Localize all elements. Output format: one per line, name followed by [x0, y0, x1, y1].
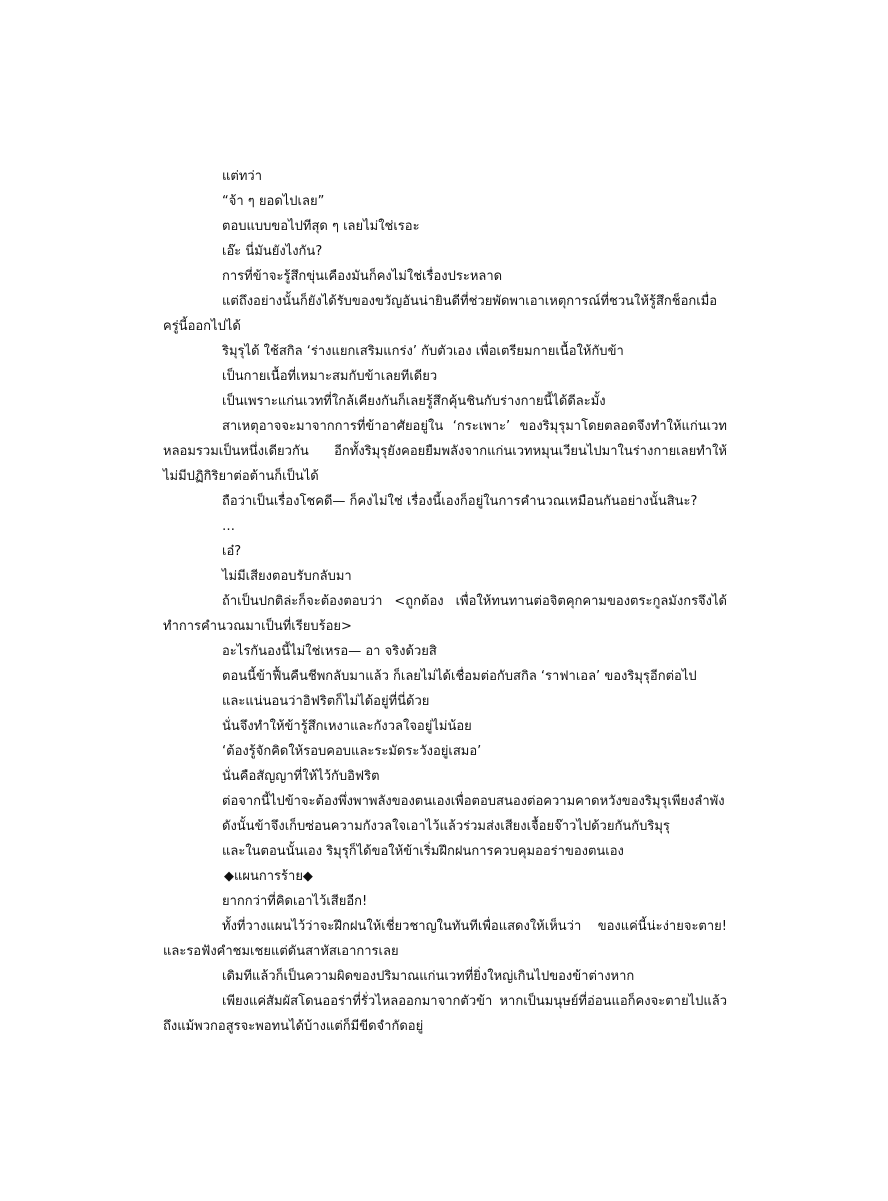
paragraph-16: อะไรกันองนี้ไม่ใช่เหรอ— อา จริงด้วยสิ	[222, 644, 437, 659]
paragraph-27: เดิมทีแล้วก็เป็นความผิดของปริมาณแก่นเวทที่ยิ่งใหญ่เกินไปของข้าต่างหาก	[222, 969, 635, 984]
section-heading: ◆แผนการร้าย◆	[224, 869, 313, 884]
paragraph-10: สาเหตุอาจจะมาจากการที่ข้าอาศัยอยู่ใน ‘กระเพาะ’ ของริมุรุมาโดยตลอดจึงทำให้แก่นเวทหลอมรวมเป็นหนึ่งเดียวกัน อีกทั้งริมุรุยังคอยยืมพลังจากแก่นเวทหมุนเวียนไปมาในร่างกายเลยทำให้ไม่มีปฏิกิริยาต่อต้านก็เป็นได้	[163, 419, 727, 484]
paragraph-17: ตอนนี้ข้าฟื้นคืนชีพกลับมาแล้ว ก็เลยไม่ได้เชื่อมต่อกับสกิล ‘ราฟาเอล’ ของริมุรุอีกต่อไป	[222, 669, 697, 684]
paragraph-13: เอ๋?	[222, 544, 242, 559]
paragraph-3: ตอบแบบขอไปทีสุด ๆ เลยไม่ใช่เรอะ	[222, 219, 420, 234]
paragraph-26: ทั้งที่วางแผนไว้ว่าจะฝึกฝนให้เชี่ยวชาญในทันทีเพื่อแสดงให้เห็นว่า ของแค่นี้น่ะง่ายจะตาย! และรอฟังคำชมเชยแต่ดันสาหัสเอาการเลย	[163, 919, 727, 959]
paragraph-2: “จ้า ๆ ยอดไปเลย”	[222, 194, 325, 209]
paragraph-21: นั่นคือสัญญาที่ให้ไว้กับอิฟริต	[222, 769, 380, 784]
paragraph-20: ‘ต้องรู้จักคิดให้รอบคอบและระมัดระวังอยู่เสมอ’	[222, 744, 482, 759]
paragraph-1: แต่ทว่า	[222, 169, 262, 184]
paragraph-4: เอ๊ะ นี่มันยังไงกัน?	[222, 244, 323, 259]
paragraph-7: ริมุรุได้ ใช้สกิล ‘ร่างแยกเสริมแกร่ง’ กับตัวเอง เพื่อเตรียมกายเนื้อให้กับข้า	[222, 344, 624, 359]
paragraph-19: นั่นจึงทำให้ข้ารู้สึกเหงาและกังวลใจอยู่ไม่น้อย	[222, 719, 472, 734]
paragraph-15: ถ้าเป็นปกติล่ะก็จะต้องตอบว่า <ถูกต้อง เพื่อให้ทนทานต่อจิตคุกคามของตระกูลมังกรจึงได้ทำการคำนวณมาเป็นที่เรียบร้อย>	[163, 594, 727, 634]
paragraph-22: ต่อจากนี้ไปข้าจะต้องพึ่งพาพลังของตนเองเพื่อตอบสนองต่อความคาดหวังของริมุรุเพียงลำพัง	[222, 794, 725, 809]
paragraph-5: การที่ข้าจะรู้สึกขุ่นเคืองมันก็คงไม่ใช่เรื่องประหลาด	[222, 269, 503, 284]
paragraph-12: …	[222, 519, 235, 534]
paragraph-24: และในตอนนั้นเอง ริมุรุก็ได้ขอให้ข้าเริ่มฝึกฝนการควบคุมออร่าของตนเอง	[222, 844, 624, 859]
document-body	[163, 164, 727, 1039]
paragraph-8: เป็นกายเนื้อที่เหมาะสมกับข้าเลยทีเดียว	[222, 369, 438, 384]
paragraph-28: เพียงแค่สัมผัสโดนออร่าที่รั่วไหลออกมาจากตัวข้า หากเป็นมนุษย์ที่อ่อนแอก็คงจะตายไปแล้ว ถึงแม้พวกอสูรจะพอทนได้บ้างแต่ก็มีขีดจำกัดอยู่	[163, 994, 727, 1034]
paragraph-23: ดังนั้นข้าจึงเก็บซ่อนความกังวลใจเอาไว้แล้วร่วมส่งเสียงเจื้อยจ๊าวไปด้วยกันกับริมุรุ	[222, 819, 670, 834]
paragraph-9: เป็นเพราะแก่นเวทที่ใกล้เคียงกันก็เลยรู้สึกคุ้นชินกับร่างกายนี้ได้ดีละมั้ง	[222, 394, 606, 409]
paragraph-14: ไม่มีเสียงตอบรับกลับมา	[222, 569, 352, 584]
paragraph-25: ยากกว่าที่คิดเอาไว้เสียอีก!	[222, 894, 368, 909]
paragraph-11: ถือว่าเป็นเรื่องโชคดี— ก็คงไม่ใช่ เรื่องนี้เองก็อยู่ในการคำนวณเหมือนกันอย่างนั้นสินะ?	[222, 494, 698, 509]
paragraph-18: และแน่นอนว่าอิฟริตก็ไม่ได้อยู่ที่นี่ด้วย	[222, 694, 430, 709]
paragraph-6: แต่ถึงอย่างนั้นก็ยังได้รับของขวัญอันน่ายินดีที่ช่วยพัดพาเอาเหตุการณ์ที่ชวนให้รู้สึกช็อกเมื่อครู่นี้ออกไปได้	[163, 294, 718, 334]
